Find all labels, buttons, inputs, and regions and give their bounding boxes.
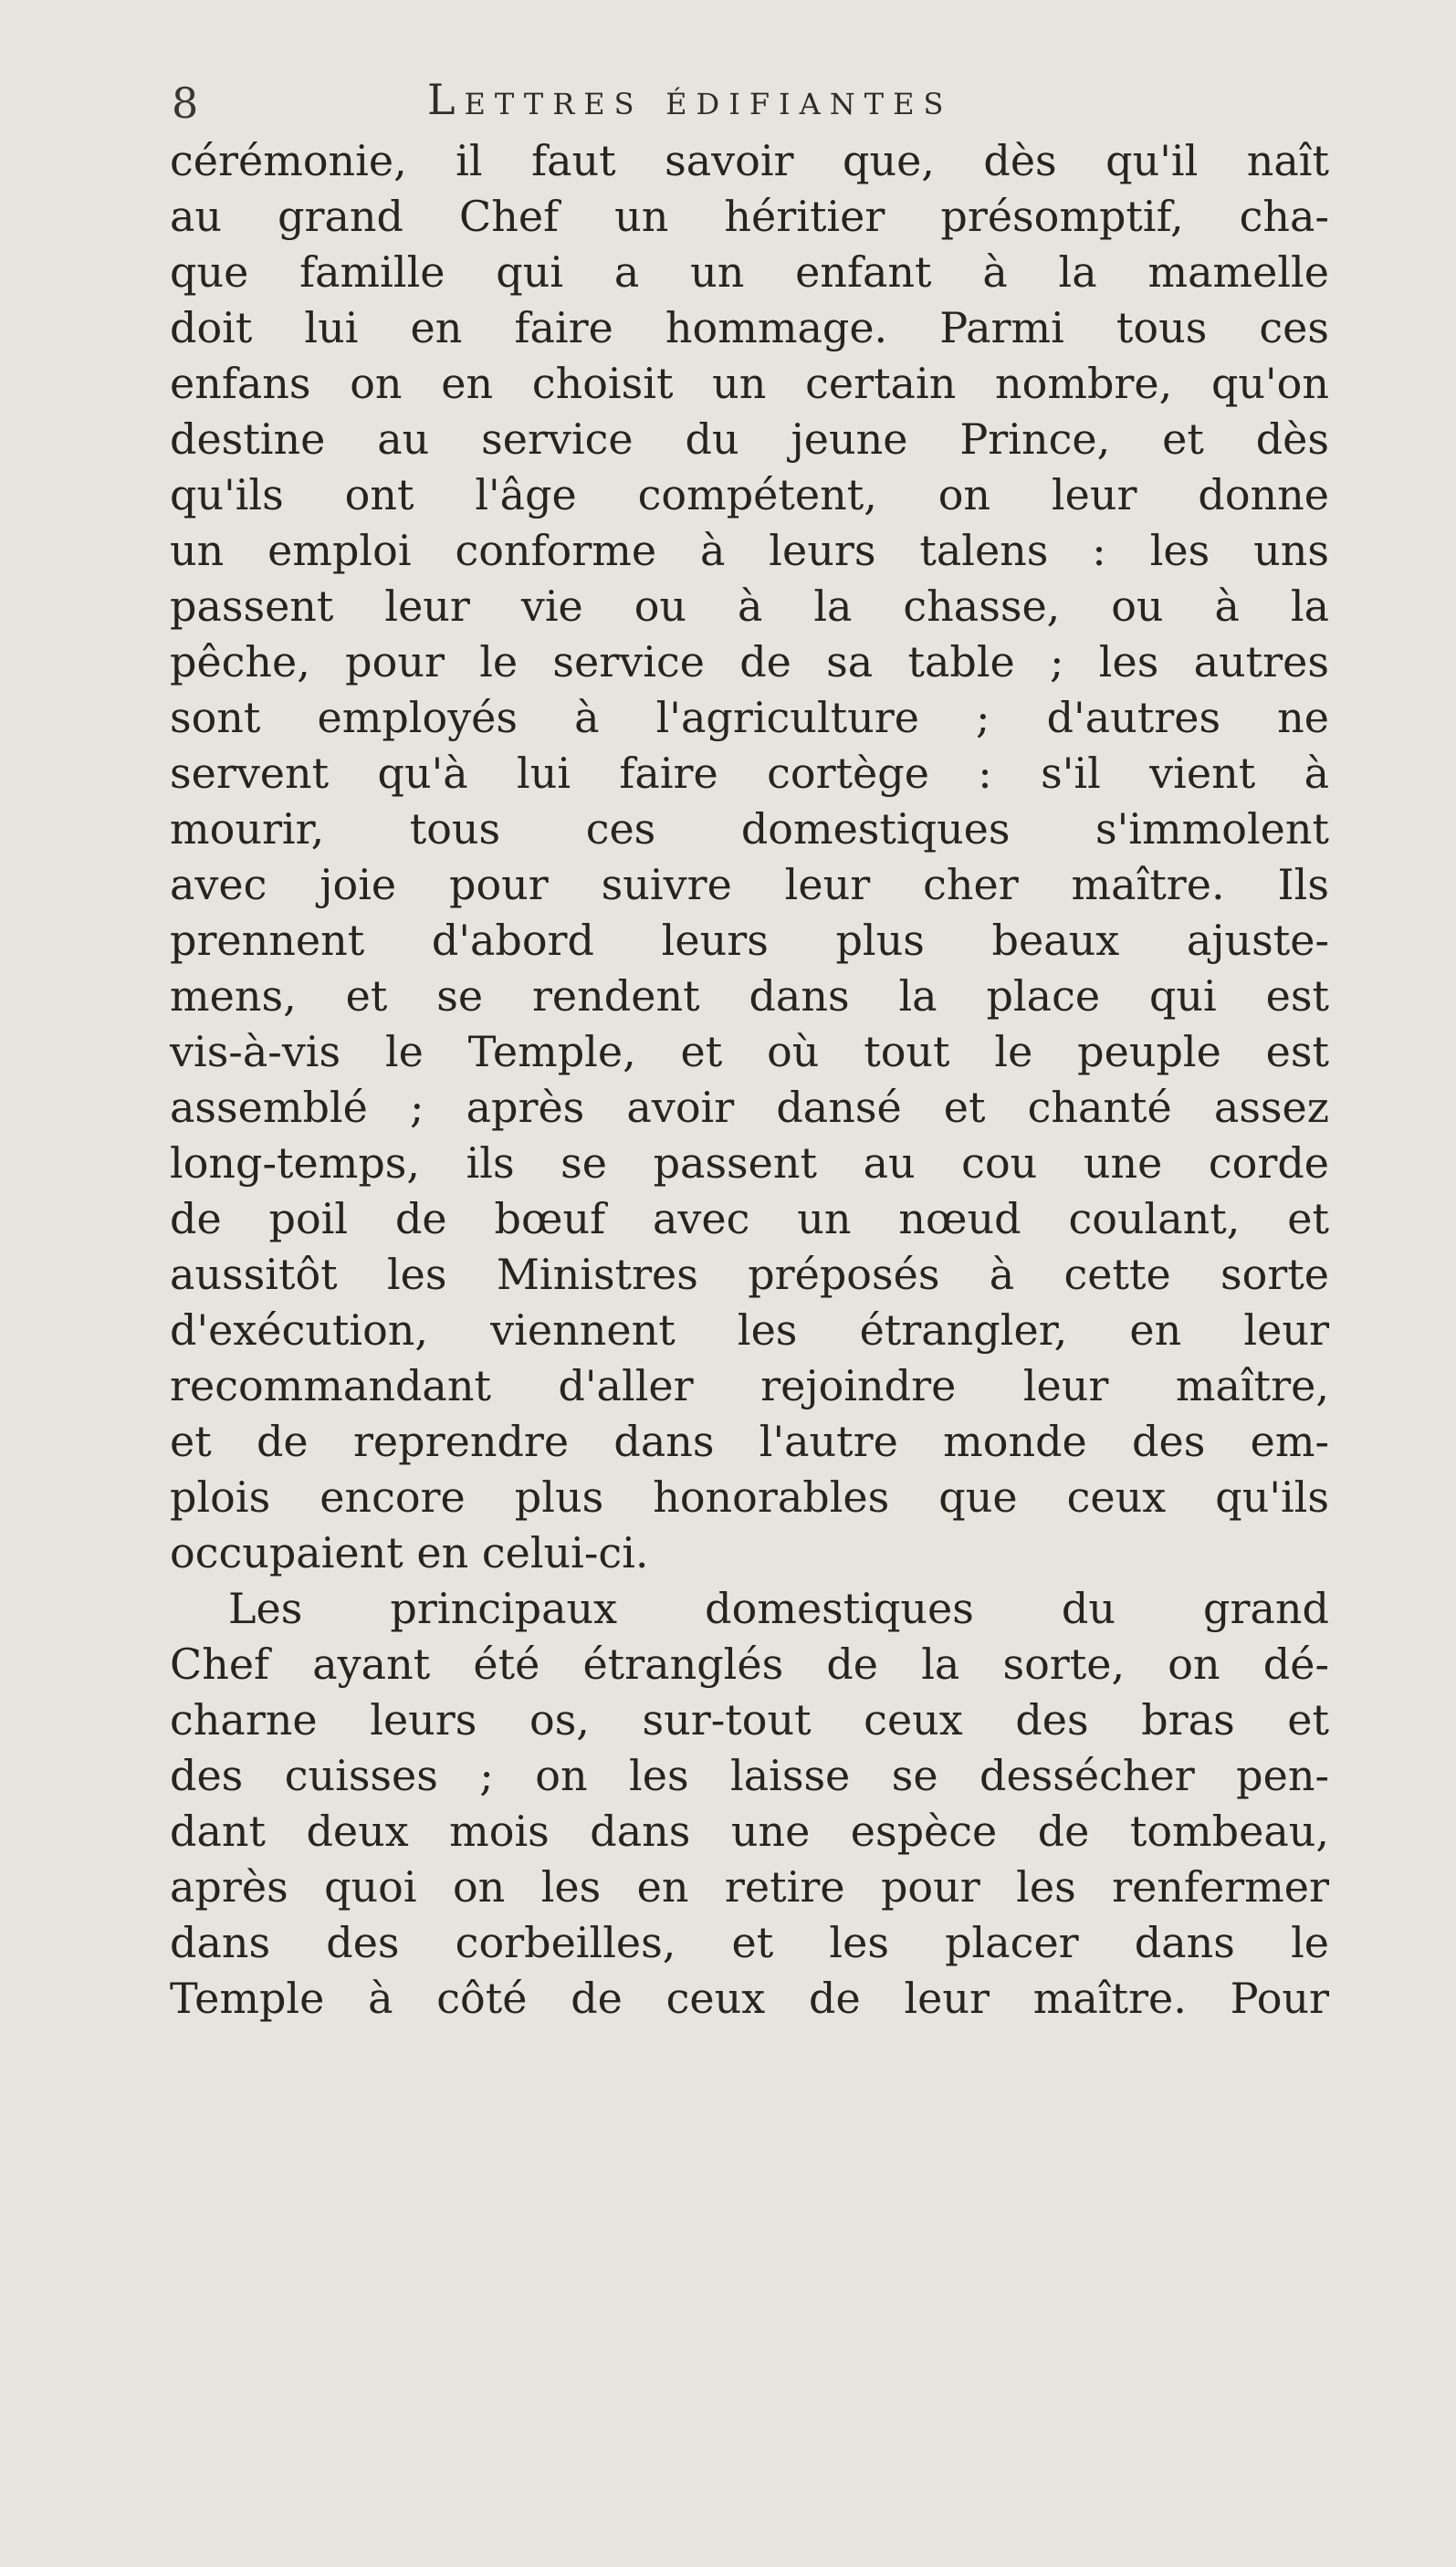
text-line: d'exécution, viennent les étrangler, en leur [170, 1305, 1329, 1355]
text-line: des cuisses ; on les laisse se dessécher pen- [170, 1751, 1329, 1800]
text-line: prennent d'abord leurs plus beaux ajuste- [170, 916, 1329, 965]
running-title: Lettres édifiantes [427, 75, 953, 124]
text-line: mens, et se rendent dans la place qui est [170, 971, 1329, 1021]
text-line: charne leurs os, sur-tout ceux des bras et [170, 1695, 1329, 1745]
page-number: 8 [172, 79, 199, 128]
text-line: au grand Chef un héritier présomptif, cha- [170, 192, 1329, 241]
text-line: aussitôt les Ministres préposés à cette sorte [170, 1250, 1329, 1299]
text-line: enfans on en choisit un certain nombre, qu'on [170, 359, 1329, 408]
text-line: vis-à-vis le Temple, et où tout le peuple est [170, 1027, 1329, 1076]
text-line: doit lui en faire hommage. Parmi tous ces [170, 303, 1329, 352]
text-line: long-temps, ils se passent au cou une corde [170, 1138, 1329, 1188]
text-line: Chef ayant été étranglés de la sorte, on dé- [170, 1640, 1329, 1689]
text-line: Temple à côté de ceux de leur maître. Pour [170, 1974, 1329, 2023]
text-line: destine au service du jeune Prince, et dès [170, 414, 1329, 464]
text-line: recommandant d'aller rejoindre leur maître, [170, 1361, 1329, 1410]
text-line: mourir, tous ces domestiques s'immolent [170, 804, 1329, 854]
text-line: après quoi on les en retire pour les renfermer [170, 1862, 1329, 1912]
text-line: sont employés à l'agriculture ; d'autres ne [170, 693, 1329, 742]
text-line: dant deux mois dans une espèce de tombeau, [170, 1807, 1329, 1856]
text-line: occupaient en celui-ci. [170, 1528, 649, 1577]
text-line: que famille qui a un enfant à la mamelle [170, 247, 1329, 297]
text-line: passent leur vie ou à la chasse, ou à la [170, 582, 1329, 631]
text-line: plois encore plus honorables que ceux qu'ils [170, 1472, 1329, 1522]
text-line: servent qu'à lui faire cortège : s'il vient à [170, 749, 1329, 798]
text-line: pêche, pour le service de sa table ; les autres [170, 637, 1329, 686]
text-line: et de reprendre dans l'autre monde des em- [170, 1417, 1329, 1466]
text-line: Les principaux domestiques du grand [228, 1584, 1329, 1633]
text-line: un emploi conforme à leurs talens : les uns [170, 526, 1329, 575]
text-line: cérémonie, il faut savoir que, dès qu'il naît [170, 136, 1329, 185]
text-line: dans des corbeilles, et les placer dans le [170, 1918, 1329, 1967]
body-text [170, 133, 1329, 2027]
text-line: de poil de bœuf avec un nœud coulant, et [170, 1194, 1329, 1243]
text-line: qu'ils ont l'âge compétent, on leur donne [170, 470, 1329, 519]
text-line: avec joie pour suivre leur cher maître. Ils [170, 860, 1329, 909]
text-line: assemblé ; après avoir dansé et chanté assez [170, 1083, 1329, 1132]
